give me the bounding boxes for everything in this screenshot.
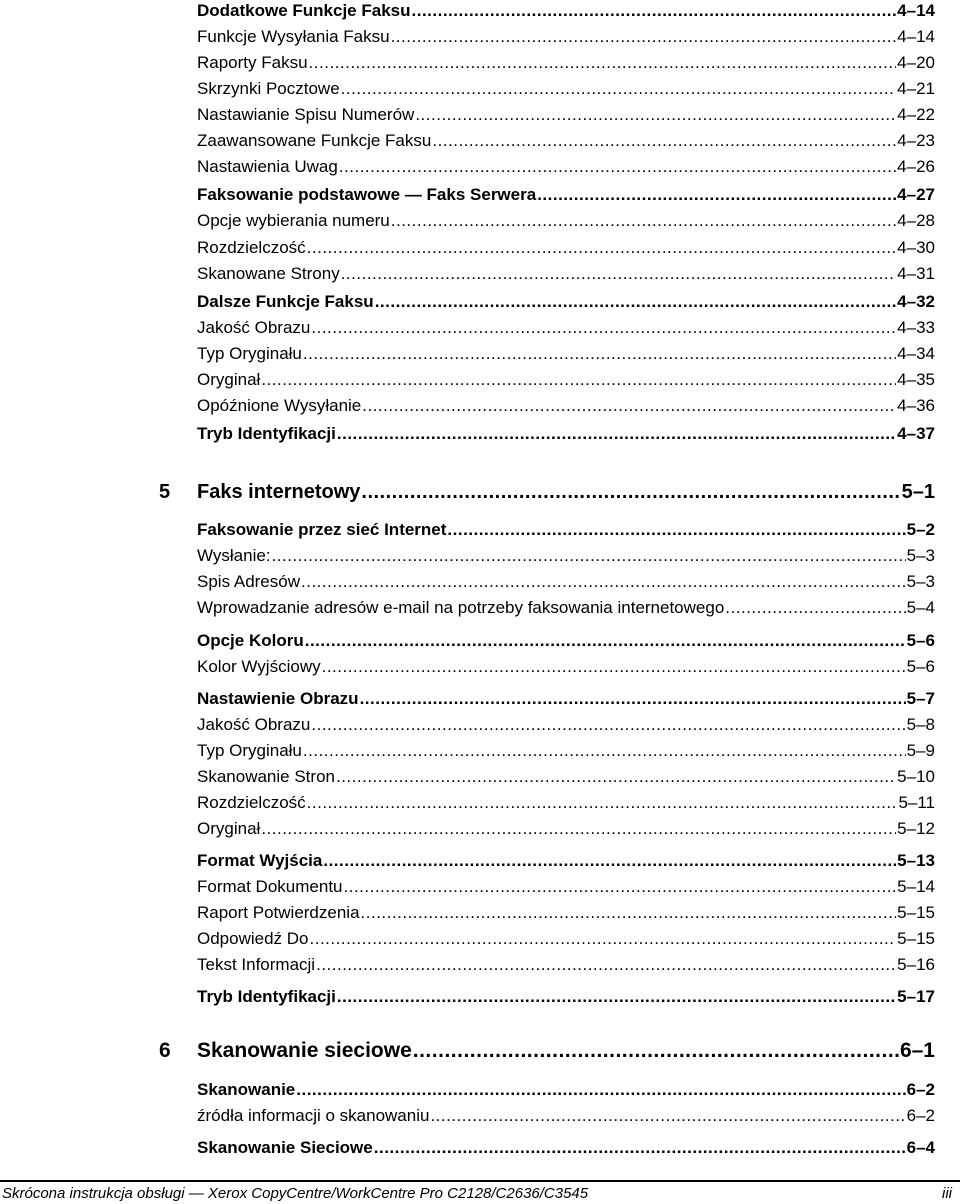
toc-entry[interactable]	[197, 657, 935, 677]
toc-entry-page: 5–1	[901, 481, 935, 503]
toc-entry-title: Zaawansowane Funkcje Faksu	[197, 131, 432, 150]
toc-entry-title: Typ Oryginału	[197, 741, 302, 760]
toc-entry[interactable]	[197, 131, 935, 151]
toc-entry-title: Faks internetowy	[197, 481, 361, 503]
toc-entry-page: 4–14	[897, 27, 935, 46]
toc-entry-title: Jakość Obrazu	[197, 318, 311, 337]
dot-leader	[413, 1038, 899, 1064]
toc-entry-page: 4–31	[897, 264, 935, 283]
toc-entry[interactable]	[197, 572, 935, 592]
toc-entry[interactable]	[197, 689, 935, 709]
toc-entry-page: 5–4	[906, 598, 935, 617]
toc-entry[interactable]	[197, 793, 935, 813]
dot-leader	[337, 987, 896, 1007]
toc-entry-title: Wprowadzanie adresów e-mail na potrzeby faksowania internetowego	[197, 598, 725, 617]
toc-entry[interactable]	[197, 53, 935, 73]
toc-entry-page: 5–9	[906, 741, 935, 760]
toc-entry-page: 4–36	[897, 396, 935, 415]
dot-leader	[415, 105, 896, 125]
toc-entry-page: 4–34	[897, 344, 935, 363]
toc-entry-title: źródła informacji o skanowaniu	[197, 1106, 430, 1125]
dot-leader	[430, 1106, 905, 1126]
page-footer	[2, 1185, 952, 1203]
toc-entry-title: Skanowanie sieciowe	[197, 1039, 412, 1062]
toc-entry[interactable]	[197, 715, 935, 735]
dot-leader	[307, 238, 897, 258]
toc-entry[interactable]	[197, 370, 935, 390]
dot-leader	[391, 211, 896, 231]
toc-entry-title: Tryb Identyfikacji	[197, 424, 336, 443]
toc-entry-title: Typ Oryginału	[197, 344, 302, 363]
toc-entry-page: 5–11	[898, 793, 935, 812]
toc-entry-title: Faksowanie przez sieć Internet	[197, 520, 447, 539]
dot-leader	[261, 819, 896, 839]
dot-leader	[360, 689, 906, 709]
dot-leader	[337, 424, 896, 444]
dot-leader	[344, 877, 897, 897]
toc-entry-title: Dodatkowe Funkcje Faksu	[197, 1, 411, 20]
dot-leader	[362, 396, 896, 416]
toc-entry-title: Nastawianie Spisu Numerów	[197, 105, 415, 124]
dot-leader	[309, 53, 897, 73]
dot-leader	[339, 157, 896, 177]
toc-entry-title: Faksowanie podstawowe — Faks Serwera	[197, 185, 537, 204]
dot-leader	[305, 631, 906, 651]
toc-entry-title: Skanowanie Stron	[197, 767, 335, 786]
dot-leader	[303, 344, 896, 364]
toc-entry-title: Oryginał	[197, 819, 261, 838]
dot-leader	[336, 767, 896, 787]
toc-entry-page: 4–28	[897, 211, 935, 230]
toc-entry-title: Skanowanie	[197, 1080, 296, 1099]
toc-entry-page: 5–3	[906, 572, 935, 591]
toc-entry-page: 6–4	[906, 1138, 935, 1157]
toc-entry-page: 5–6	[906, 657, 935, 676]
toc-entry-page: 5–6	[906, 631, 935, 650]
dot-leader	[447, 520, 905, 540]
toc-entry[interactable]	[197, 264, 935, 284]
toc-entry-page: 5–7	[906, 689, 935, 708]
dot-leader	[361, 903, 897, 923]
toc-entry[interactable]	[197, 157, 935, 177]
dot-leader	[261, 370, 896, 390]
toc-entry-title: Spis Adresów	[197, 572, 300, 591]
toc-entry[interactable]	[197, 424, 935, 444]
toc-entry-page: 4–14	[897, 1, 935, 20]
toc-entry[interactable]	[197, 598, 935, 618]
dot-leader	[310, 929, 897, 949]
toc-entry[interactable]	[197, 851, 935, 871]
toc-entry-page: 6–1	[899, 1039, 935, 1062]
dot-leader	[323, 851, 896, 871]
dot-leader	[311, 715, 905, 735]
toc-entry-page: 4–20	[897, 53, 935, 72]
toc-entry-title: Format Dokumentu	[197, 877, 343, 896]
toc-entry[interactable]	[197, 1138, 935, 1158]
toc-entry-title: Skrzynki Pocztowe	[197, 79, 340, 98]
toc-entry[interactable]	[197, 79, 935, 99]
toc-entry[interactable]	[197, 767, 935, 787]
toc-entry-title: Funkcje Wysyłania Faksu	[197, 27, 390, 46]
toc-entry-page: 4–26	[897, 157, 935, 176]
dot-leader	[316, 955, 896, 975]
toc-entry-title: Raporty Faksu	[197, 53, 308, 72]
dot-leader	[725, 598, 905, 618]
toc-entry-title: Dalsze Funkcje Faksu	[197, 292, 374, 311]
toc-entry[interactable]	[197, 211, 935, 231]
toc-entry-title: Opcje wybierania numeru	[197, 211, 390, 230]
toc-entry-title: Tekst Informacji	[197, 955, 316, 974]
toc-entry-page: 5–2	[906, 520, 935, 539]
toc-entry-title: Opóźnione Wysyłanie	[197, 396, 362, 415]
toc-chapter-entry[interactable]	[159, 480, 935, 504]
toc-entry[interactable]	[197, 987, 935, 1007]
toc-entry-page: 5–10	[897, 767, 935, 786]
toc-entry-title: Raport Potwierdzenia	[197, 903, 360, 922]
toc-entry[interactable]	[197, 1106, 935, 1126]
toc-entry-title: Nastawienia Uwag	[197, 157, 338, 176]
toc-entry-page: 4–23	[897, 131, 935, 150]
dot-leader	[375, 292, 896, 312]
chapter-number: 5	[159, 481, 171, 503]
toc-entry-page: 4–37	[897, 424, 935, 443]
toc-entry[interactable]	[197, 105, 935, 125]
dot-leader	[311, 318, 896, 338]
dot-leader	[303, 741, 906, 761]
toc-entry[interactable]	[197, 1080, 935, 1100]
toc-entry-page: 4–30	[897, 238, 935, 257]
toc-entry-title: Wysłanie:	[197, 546, 271, 565]
dot-leader	[341, 264, 896, 284]
toc-entry[interactable]	[197, 819, 935, 839]
toc-entry-page: 5–3	[906, 546, 935, 565]
toc-entry[interactable]	[197, 318, 935, 338]
toc-entry-title: Odpowiedź Do	[197, 929, 309, 948]
toc-entry[interactable]	[197, 741, 935, 761]
footer-page-number: iii	[942, 1185, 952, 1202]
toc-entry[interactable]	[197, 546, 935, 566]
toc-entry-page: 4–27	[897, 185, 935, 204]
toc-entry-page: 5–14	[897, 877, 935, 896]
toc-entry[interactable]	[197, 955, 935, 975]
toc-entry-title: Nastawienie Obrazu	[197, 689, 359, 708]
toc-entry-title: Skanowanie Sieciowe	[197, 1138, 373, 1157]
toc-entry[interactable]	[197, 520, 935, 540]
toc-entry-title: Opcje Koloru	[197, 631, 304, 650]
dot-leader	[307, 793, 898, 813]
toc-entry-page: 4–32	[897, 292, 935, 311]
toc-entry[interactable]	[197, 903, 935, 923]
dot-leader	[322, 657, 906, 677]
footer-title: Skrócona instrukcja obsługi — Xerox CopyCentre/WorkCentre Pro C2128/C2636/C3545	[2, 1185, 589, 1202]
dot-leader	[272, 546, 906, 566]
toc-entry[interactable]	[197, 1, 935, 21]
toc-entry[interactable]	[197, 292, 935, 312]
dot-leader	[301, 572, 906, 592]
toc-entry-page: 5–8	[906, 715, 935, 734]
dot-leader	[296, 1080, 905, 1100]
toc-entry-page: 4–22	[897, 105, 935, 124]
toc-entry[interactable]	[197, 631, 935, 651]
chapter-number: 6	[159, 1039, 171, 1062]
toc-entry[interactable]	[197, 929, 935, 949]
toc-entry-page: 5–12	[897, 819, 935, 838]
toc-entry-page: 5–15	[897, 903, 935, 922]
toc-entry-page: 4–33	[897, 318, 935, 337]
toc-entry-page: 6–2	[906, 1080, 935, 1099]
dot-leader	[537, 185, 896, 205]
toc-entry[interactable]	[197, 238, 935, 258]
toc-entry-title: Rozdzielczość	[197, 238, 306, 257]
toc-entry[interactable]	[197, 185, 935, 205]
dot-leader	[361, 480, 900, 504]
toc-entry-page: 5–15	[897, 929, 935, 948]
toc-entry-page: 6–2	[906, 1106, 935, 1125]
dot-leader	[432, 131, 896, 151]
toc-entry-page: 5–16	[897, 955, 935, 974]
dot-leader	[374, 1138, 906, 1158]
toc-entry[interactable]	[197, 344, 935, 364]
toc-chapter-entry[interactable]	[159, 1038, 935, 1064]
toc-entry-page: 5–17	[897, 987, 935, 1006]
dot-leader	[341, 79, 897, 99]
toc-entry-title: Tryb Identyfikacji	[197, 987, 336, 1006]
dot-leader	[391, 27, 897, 47]
toc-entry-page: 4–21	[897, 79, 935, 98]
toc-entry-page: 4–35	[897, 370, 935, 389]
toc-entry[interactable]	[197, 877, 935, 897]
toc-entry-page: 5–13	[897, 851, 935, 870]
toc-entry-title: Oryginał	[197, 370, 261, 389]
toc-entry-title: Rozdzielczość	[197, 793, 306, 812]
toc-entry-title: Kolor Wyjściowy	[197, 657, 321, 676]
toc-entry[interactable]	[197, 396, 935, 416]
toc-entry-title: Jakość Obrazu	[197, 715, 311, 734]
toc-entry[interactable]	[197, 27, 935, 47]
dot-leader	[412, 1, 897, 21]
toc-entry-title: Format Wyjścia	[197, 851, 323, 870]
toc-entry-title: Skanowane Strony	[197, 264, 340, 283]
footer-rule	[0, 1180, 960, 1182]
